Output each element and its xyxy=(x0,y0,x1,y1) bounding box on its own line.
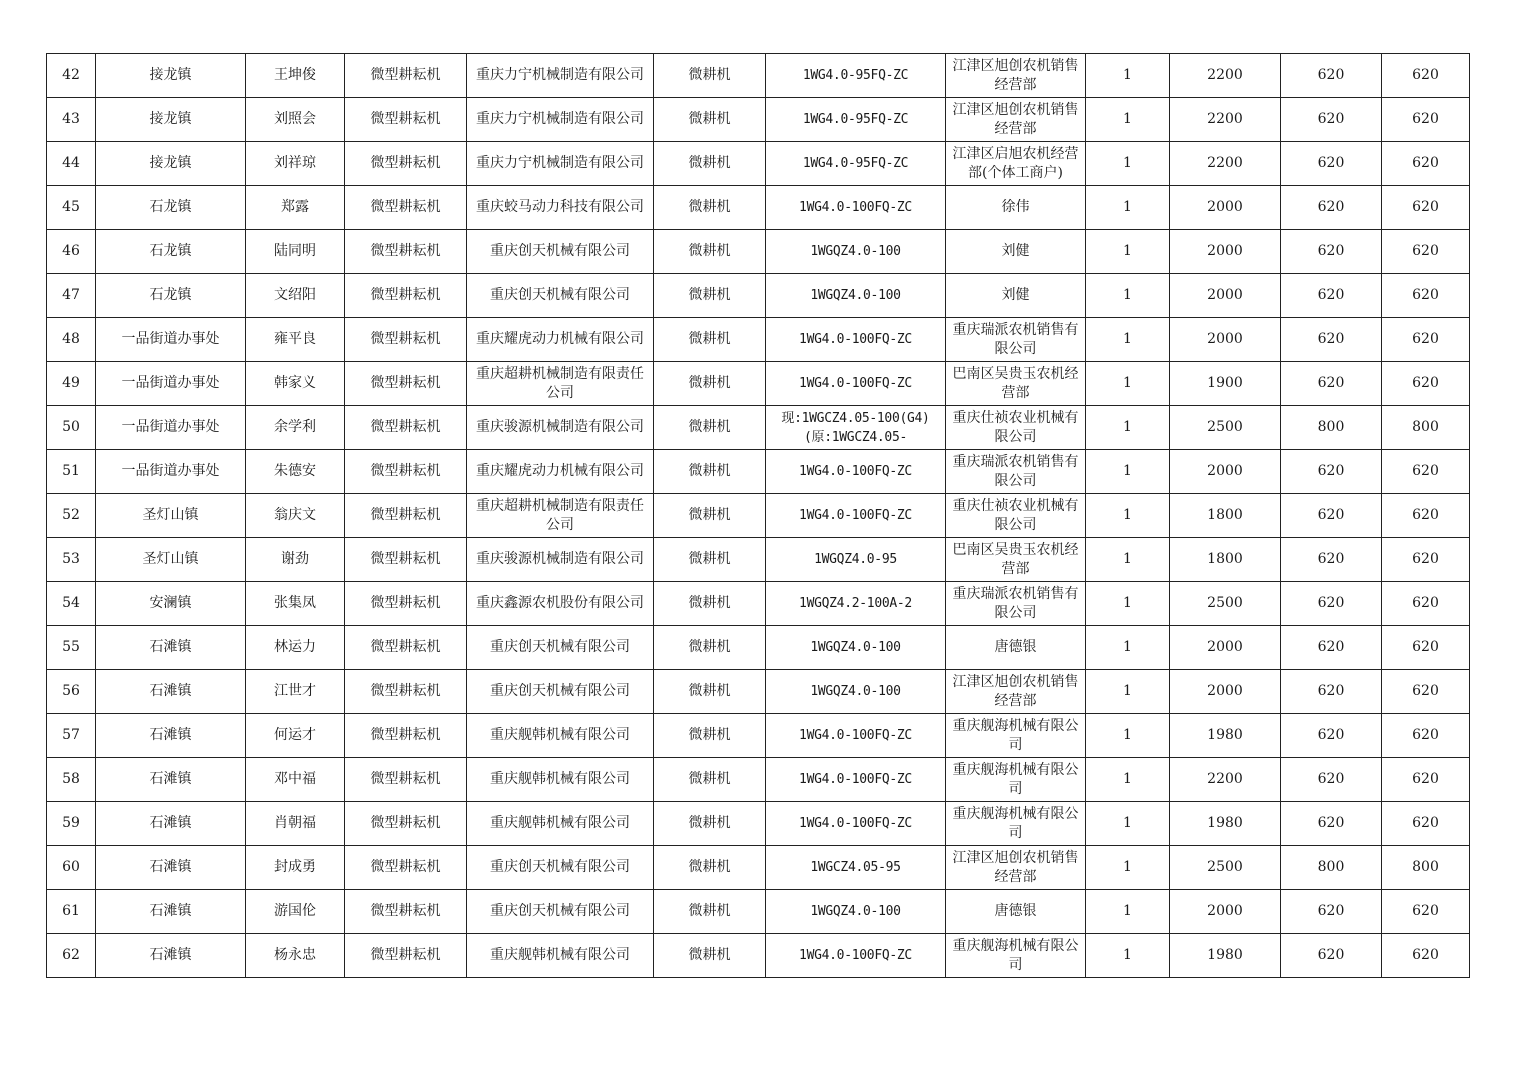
table-row xyxy=(47,98,1470,142)
dealer-cell: 重庆瑞派农机销售有限公司 xyxy=(946,450,1086,494)
row-number-cell: 51 xyxy=(47,450,96,494)
machine-category-cell: 微型耕耘机 xyxy=(345,934,467,978)
total-subsidy-cell: 620 xyxy=(1382,54,1470,98)
subsidy-amount-cell: 620 xyxy=(1281,538,1382,582)
dealer-cell: 巴南区吴贵玉农机经营部 xyxy=(946,362,1086,406)
machine-category-cell: 微型耕耘机 xyxy=(345,142,467,186)
quantity-cell: 1 xyxy=(1086,186,1170,230)
buyer-name-cell: 朱德安 xyxy=(246,450,345,494)
manufacturer-cell: 重庆蛟马动力科技有限公司 xyxy=(467,186,654,230)
dealer-cell: 重庆舰海机械有限公司 xyxy=(946,714,1086,758)
subsidy-amount-cell: 620 xyxy=(1281,934,1382,978)
row-number-cell: 54 xyxy=(47,582,96,626)
buyer-name-cell: 文绍阳 xyxy=(246,274,345,318)
subsidy-amount-cell: 620 xyxy=(1281,362,1382,406)
dealer-cell: 唐德银 xyxy=(946,890,1086,934)
product-name-cell: 微耕机 xyxy=(654,494,766,538)
product-name-cell: 微耕机 xyxy=(654,98,766,142)
dealer-cell: 重庆仕祯农业机械有限公司 xyxy=(946,406,1086,450)
subsidy-amount-cell: 620 xyxy=(1281,274,1382,318)
dealer-cell: 徐伟 xyxy=(946,186,1086,230)
subsidy-amount-cell: 620 xyxy=(1281,626,1382,670)
subsidy-amount-cell: 620 xyxy=(1281,450,1382,494)
town-cell: 接龙镇 xyxy=(96,54,246,98)
sale-price-cell: 1900 xyxy=(1170,362,1281,406)
product-name-cell: 微耕机 xyxy=(654,450,766,494)
manufacturer-cell: 重庆创天机械有限公司 xyxy=(467,846,654,890)
machine-category-cell: 微型耕耘机 xyxy=(345,54,467,98)
table-row xyxy=(47,670,1470,714)
subsidy-amount-cell: 620 xyxy=(1281,494,1382,538)
subsidy-amount-cell: 620 xyxy=(1281,142,1382,186)
buyer-name-cell: 余学利 xyxy=(246,406,345,450)
manufacturer-cell: 重庆舰韩机械有限公司 xyxy=(467,758,654,802)
sale-price-cell: 2200 xyxy=(1170,98,1281,142)
manufacturer-cell: 重庆舰韩机械有限公司 xyxy=(467,714,654,758)
table-row xyxy=(47,538,1470,582)
model-cell: 现:1WGCZ4.05-100(G4)(原:1WGCZ4.05- xyxy=(766,406,946,450)
machine-category-cell: 微型耕耘机 xyxy=(345,626,467,670)
subsidy-table xyxy=(46,53,1470,978)
product-name-cell: 微耕机 xyxy=(654,582,766,626)
buyer-name-cell: 王坤俊 xyxy=(246,54,345,98)
machine-category-cell: 微型耕耘机 xyxy=(345,582,467,626)
total-subsidy-cell: 800 xyxy=(1382,846,1470,890)
town-cell: 接龙镇 xyxy=(96,98,246,142)
row-number-cell: 48 xyxy=(47,318,96,362)
row-number-cell: 55 xyxy=(47,626,96,670)
model-cell: 1WG4.0-100FQ-ZC xyxy=(766,758,946,802)
dealer-cell: 刘健 xyxy=(946,274,1086,318)
quantity-cell: 1 xyxy=(1086,98,1170,142)
manufacturer-cell: 重庆创天机械有限公司 xyxy=(467,230,654,274)
town-cell: 石龙镇 xyxy=(96,230,246,274)
row-number-cell: 62 xyxy=(47,934,96,978)
machine-category-cell: 微型耕耘机 xyxy=(345,362,467,406)
buyer-name-cell: 邓中福 xyxy=(246,758,345,802)
model-cell: 1WG4.0-100FQ-ZC xyxy=(766,714,946,758)
sale-price-cell: 2000 xyxy=(1170,890,1281,934)
table-row xyxy=(47,142,1470,186)
row-number-cell: 44 xyxy=(47,142,96,186)
quantity-cell: 1 xyxy=(1086,582,1170,626)
quantity-cell: 1 xyxy=(1086,494,1170,538)
dealer-cell: 重庆瑞派农机销售有限公司 xyxy=(946,582,1086,626)
model-cell: 1WG4.0-100FQ-ZC xyxy=(766,934,946,978)
product-name-cell: 微耕机 xyxy=(654,362,766,406)
subsidy-amount-cell: 620 xyxy=(1281,98,1382,142)
row-number-cell: 58 xyxy=(47,758,96,802)
product-name-cell: 微耕机 xyxy=(654,406,766,450)
machine-category-cell: 微型耕耘机 xyxy=(345,98,467,142)
manufacturer-cell: 重庆创天机械有限公司 xyxy=(467,626,654,670)
product-name-cell: 微耕机 xyxy=(654,142,766,186)
manufacturer-cell: 重庆鑫源农机股份有限公司 xyxy=(467,582,654,626)
total-subsidy-cell: 620 xyxy=(1382,450,1470,494)
manufacturer-cell: 重庆耀虎动力机械有限公司 xyxy=(467,450,654,494)
subsidy-amount-cell: 800 xyxy=(1281,406,1382,450)
sale-price-cell: 2500 xyxy=(1170,846,1281,890)
town-cell: 一品街道办事处 xyxy=(96,450,246,494)
dealer-cell: 重庆舰海机械有限公司 xyxy=(946,934,1086,978)
machine-category-cell: 微型耕耘机 xyxy=(345,406,467,450)
table-row xyxy=(47,274,1470,318)
table-row xyxy=(47,186,1470,230)
table-row xyxy=(47,582,1470,626)
product-name-cell: 微耕机 xyxy=(654,186,766,230)
total-subsidy-cell: 620 xyxy=(1382,802,1470,846)
dealer-cell: 江津区启旭农机经营部(个体工商户) xyxy=(946,142,1086,186)
quantity-cell: 1 xyxy=(1086,538,1170,582)
town-cell: 石龙镇 xyxy=(96,186,246,230)
subsidy-amount-cell: 620 xyxy=(1281,714,1382,758)
buyer-name-cell: 谢劲 xyxy=(246,538,345,582)
product-name-cell: 微耕机 xyxy=(654,758,766,802)
sale-price-cell: 2000 xyxy=(1170,274,1281,318)
manufacturer-cell: 重庆骏源机械制造有限公司 xyxy=(467,538,654,582)
subsidy-amount-cell: 620 xyxy=(1281,670,1382,714)
table-row xyxy=(47,54,1470,98)
row-number-cell: 60 xyxy=(47,846,96,890)
manufacturer-cell: 重庆力宁机械制造有限公司 xyxy=(467,142,654,186)
model-cell: 1WGQZ4.0-95 xyxy=(766,538,946,582)
model-cell: 1WGQZ4.0-100 xyxy=(766,626,946,670)
quantity-cell: 1 xyxy=(1086,406,1170,450)
buyer-name-cell: 刘照会 xyxy=(246,98,345,142)
town-cell: 石滩镇 xyxy=(96,802,246,846)
row-number-cell: 47 xyxy=(47,274,96,318)
row-number-cell: 42 xyxy=(47,54,96,98)
product-name-cell: 微耕机 xyxy=(654,714,766,758)
model-cell: 1WG4.0-100FQ-ZC xyxy=(766,318,946,362)
town-cell: 一品街道办事处 xyxy=(96,318,246,362)
machine-category-cell: 微型耕耘机 xyxy=(345,186,467,230)
quantity-cell: 1 xyxy=(1086,318,1170,362)
buyer-name-cell: 雍平良 xyxy=(246,318,345,362)
town-cell: 一品街道办事处 xyxy=(96,362,246,406)
sale-price-cell: 2000 xyxy=(1170,450,1281,494)
dealer-cell: 江津区旭创农机销售经营部 xyxy=(946,98,1086,142)
dealer-cell: 重庆仕祯农业机械有限公司 xyxy=(946,494,1086,538)
buyer-name-cell: 翁庆文 xyxy=(246,494,345,538)
table-row xyxy=(47,934,1470,978)
model-cell: 1WG4.0-100FQ-ZC xyxy=(766,802,946,846)
model-cell: 1WG4.0-100FQ-ZC xyxy=(766,186,946,230)
buyer-name-cell: 林运力 xyxy=(246,626,345,670)
machine-category-cell: 微型耕耘机 xyxy=(345,714,467,758)
model-cell: 1WG4.0-100FQ-ZC xyxy=(766,362,946,406)
sale-price-cell: 1800 xyxy=(1170,538,1281,582)
buyer-name-cell: 陆同明 xyxy=(246,230,345,274)
subsidy-amount-cell: 620 xyxy=(1281,582,1382,626)
table-row xyxy=(47,846,1470,890)
table-row xyxy=(47,714,1470,758)
model-cell: 1WG4.0-95FQ-ZC xyxy=(766,98,946,142)
buyer-name-cell: 张集凤 xyxy=(246,582,345,626)
total-subsidy-cell: 800 xyxy=(1382,406,1470,450)
quantity-cell: 1 xyxy=(1086,54,1170,98)
dealer-cell: 重庆瑞派农机销售有限公司 xyxy=(946,318,1086,362)
total-subsidy-cell: 620 xyxy=(1382,98,1470,142)
quantity-cell: 1 xyxy=(1086,670,1170,714)
manufacturer-cell: 重庆力宁机械制造有限公司 xyxy=(467,54,654,98)
total-subsidy-cell: 620 xyxy=(1382,494,1470,538)
product-name-cell: 微耕机 xyxy=(654,626,766,670)
dealer-cell: 刘健 xyxy=(946,230,1086,274)
town-cell: 石滩镇 xyxy=(96,714,246,758)
total-subsidy-cell: 620 xyxy=(1382,890,1470,934)
town-cell: 接龙镇 xyxy=(96,142,246,186)
table-row xyxy=(47,406,1470,450)
row-number-cell: 56 xyxy=(47,670,96,714)
manufacturer-cell: 重庆舰韩机械有限公司 xyxy=(467,934,654,978)
quantity-cell: 1 xyxy=(1086,714,1170,758)
town-cell: 石滩镇 xyxy=(96,934,246,978)
sale-price-cell: 1980 xyxy=(1170,802,1281,846)
dealer-cell: 重庆舰海机械有限公司 xyxy=(946,758,1086,802)
subsidy-amount-cell: 620 xyxy=(1281,54,1382,98)
row-number-cell: 61 xyxy=(47,890,96,934)
machine-category-cell: 微型耕耘机 xyxy=(345,230,467,274)
row-number-cell: 53 xyxy=(47,538,96,582)
total-subsidy-cell: 620 xyxy=(1382,582,1470,626)
table-row xyxy=(47,450,1470,494)
quantity-cell: 1 xyxy=(1086,802,1170,846)
machine-category-cell: 微型耕耘机 xyxy=(345,758,467,802)
product-name-cell: 微耕机 xyxy=(654,54,766,98)
table-row xyxy=(47,494,1470,538)
dealer-cell: 江津区旭创农机销售经营部 xyxy=(946,54,1086,98)
machine-category-cell: 微型耕耘机 xyxy=(345,802,467,846)
model-cell: 1WGQZ4.0-100 xyxy=(766,230,946,274)
row-number-cell: 45 xyxy=(47,186,96,230)
product-name-cell: 微耕机 xyxy=(654,274,766,318)
machine-category-cell: 微型耕耘机 xyxy=(345,494,467,538)
buyer-name-cell: 郑露 xyxy=(246,186,345,230)
machine-category-cell: 微型耕耘机 xyxy=(345,846,467,890)
row-number-cell: 50 xyxy=(47,406,96,450)
manufacturer-cell: 重庆创天机械有限公司 xyxy=(467,670,654,714)
total-subsidy-cell: 620 xyxy=(1382,230,1470,274)
total-subsidy-cell: 620 xyxy=(1382,274,1470,318)
manufacturer-cell: 重庆超耕机械制造有限责任公司 xyxy=(467,494,654,538)
row-number-cell: 57 xyxy=(47,714,96,758)
subsidy-amount-cell: 620 xyxy=(1281,758,1382,802)
buyer-name-cell: 杨永忠 xyxy=(246,934,345,978)
town-cell: 石滩镇 xyxy=(96,758,246,802)
sale-price-cell: 2500 xyxy=(1170,582,1281,626)
buyer-name-cell: 封成勇 xyxy=(246,846,345,890)
model-cell: 1WGQZ4.0-100 xyxy=(766,670,946,714)
town-cell: 石滩镇 xyxy=(96,626,246,670)
town-cell: 石滩镇 xyxy=(96,890,246,934)
subsidy-amount-cell: 620 xyxy=(1281,890,1382,934)
town-cell: 安澜镇 xyxy=(96,582,246,626)
model-cell: 1WG4.0-100FQ-ZC xyxy=(766,450,946,494)
total-subsidy-cell: 620 xyxy=(1382,714,1470,758)
buyer-name-cell: 游国伦 xyxy=(246,890,345,934)
town-cell: 圣灯山镇 xyxy=(96,494,246,538)
total-subsidy-cell: 620 xyxy=(1382,362,1470,406)
buyer-name-cell: 江世才 xyxy=(246,670,345,714)
table-row xyxy=(47,626,1470,670)
product-name-cell: 微耕机 xyxy=(654,890,766,934)
sale-price-cell: 2000 xyxy=(1170,230,1281,274)
total-subsidy-cell: 620 xyxy=(1382,626,1470,670)
quantity-cell: 1 xyxy=(1086,450,1170,494)
total-subsidy-cell: 620 xyxy=(1382,670,1470,714)
row-number-cell: 59 xyxy=(47,802,96,846)
dealer-cell: 唐德银 xyxy=(946,626,1086,670)
machine-category-cell: 微型耕耘机 xyxy=(345,318,467,362)
sale-price-cell: 2000 xyxy=(1170,318,1281,362)
town-cell: 石龙镇 xyxy=(96,274,246,318)
table-row xyxy=(47,758,1470,802)
dealer-cell: 江津区旭创农机销售经营部 xyxy=(946,846,1086,890)
subsidy-amount-cell: 620 xyxy=(1281,802,1382,846)
sale-price-cell: 2000 xyxy=(1170,626,1281,670)
sale-price-cell: 2200 xyxy=(1170,54,1281,98)
table-row xyxy=(47,362,1470,406)
total-subsidy-cell: 620 xyxy=(1382,318,1470,362)
dealer-cell: 江津区旭创农机销售经营部 xyxy=(946,670,1086,714)
buyer-name-cell: 肖朝福 xyxy=(246,802,345,846)
quantity-cell: 1 xyxy=(1086,274,1170,318)
model-cell: 1WG4.0-100FQ-ZC xyxy=(766,494,946,538)
row-number-cell: 43 xyxy=(47,98,96,142)
machine-category-cell: 微型耕耘机 xyxy=(345,538,467,582)
table-body xyxy=(47,54,1470,978)
product-name-cell: 微耕机 xyxy=(654,846,766,890)
subsidy-amount-cell: 800 xyxy=(1281,846,1382,890)
quantity-cell: 1 xyxy=(1086,890,1170,934)
total-subsidy-cell: 620 xyxy=(1382,758,1470,802)
quantity-cell: 1 xyxy=(1086,362,1170,406)
model-cell: 1WGQZ4.0-100 xyxy=(766,890,946,934)
manufacturer-cell: 重庆舰韩机械有限公司 xyxy=(467,802,654,846)
sale-price-cell: 2200 xyxy=(1170,758,1281,802)
total-subsidy-cell: 620 xyxy=(1382,142,1470,186)
model-cell: 1WG4.0-95FQ-ZC xyxy=(766,142,946,186)
total-subsidy-cell: 620 xyxy=(1382,538,1470,582)
row-number-cell: 49 xyxy=(47,362,96,406)
total-subsidy-cell: 620 xyxy=(1382,186,1470,230)
manufacturer-cell: 重庆超耕机械制造有限责任公司 xyxy=(467,362,654,406)
town-cell: 石滩镇 xyxy=(96,846,246,890)
quantity-cell: 1 xyxy=(1086,626,1170,670)
total-subsidy-cell: 620 xyxy=(1382,934,1470,978)
quantity-cell: 1 xyxy=(1086,934,1170,978)
table-row xyxy=(47,318,1470,362)
sale-price-cell: 1800 xyxy=(1170,494,1281,538)
manufacturer-cell: 重庆创天机械有限公司 xyxy=(467,890,654,934)
product-name-cell: 微耕机 xyxy=(654,538,766,582)
quantity-cell: 1 xyxy=(1086,142,1170,186)
table-row xyxy=(47,230,1470,274)
dealer-cell: 重庆舰海机械有限公司 xyxy=(946,802,1086,846)
row-number-cell: 52 xyxy=(47,494,96,538)
dealer-cell: 巴南区吴贵玉农机经营部 xyxy=(946,538,1086,582)
machine-category-cell: 微型耕耘机 xyxy=(345,450,467,494)
subsidy-amount-cell: 620 xyxy=(1281,230,1382,274)
product-name-cell: 微耕机 xyxy=(654,318,766,362)
model-cell: 1WGQZ4.2-100A-2 xyxy=(766,582,946,626)
manufacturer-cell: 重庆耀虎动力机械有限公司 xyxy=(467,318,654,362)
row-number-cell: 46 xyxy=(47,230,96,274)
sale-price-cell: 1980 xyxy=(1170,714,1281,758)
product-name-cell: 微耕机 xyxy=(654,934,766,978)
model-cell: 1WG4.0-95FQ-ZC xyxy=(766,54,946,98)
town-cell: 石滩镇 xyxy=(96,670,246,714)
table-row xyxy=(47,802,1470,846)
quantity-cell: 1 xyxy=(1086,758,1170,802)
manufacturer-cell: 重庆创天机械有限公司 xyxy=(467,274,654,318)
quantity-cell: 1 xyxy=(1086,846,1170,890)
sale-price-cell: 2200 xyxy=(1170,142,1281,186)
machine-category-cell: 微型耕耘机 xyxy=(345,890,467,934)
product-name-cell: 微耕机 xyxy=(654,230,766,274)
buyer-name-cell: 韩家义 xyxy=(246,362,345,406)
subsidy-amount-cell: 620 xyxy=(1281,318,1382,362)
sale-price-cell: 2000 xyxy=(1170,186,1281,230)
model-cell: 1WGCZ4.05-95 xyxy=(766,846,946,890)
table-row xyxy=(47,890,1470,934)
town-cell: 一品街道办事处 xyxy=(96,406,246,450)
buyer-name-cell: 何运才 xyxy=(246,714,345,758)
manufacturer-cell: 重庆力宁机械制造有限公司 xyxy=(467,98,654,142)
buyer-name-cell: 刘祥琼 xyxy=(246,142,345,186)
sale-price-cell: 2000 xyxy=(1170,670,1281,714)
machine-category-cell: 微型耕耘机 xyxy=(345,670,467,714)
sale-price-cell: 1980 xyxy=(1170,934,1281,978)
sale-price-cell: 2500 xyxy=(1170,406,1281,450)
product-name-cell: 微耕机 xyxy=(654,802,766,846)
quantity-cell: 1 xyxy=(1086,230,1170,274)
product-name-cell: 微耕机 xyxy=(654,670,766,714)
town-cell: 圣灯山镇 xyxy=(96,538,246,582)
manufacturer-cell: 重庆骏源机械制造有限公司 xyxy=(467,406,654,450)
subsidy-amount-cell: 620 xyxy=(1281,186,1382,230)
model-cell: 1WGQZ4.0-100 xyxy=(766,274,946,318)
machine-category-cell: 微型耕耘机 xyxy=(345,274,467,318)
